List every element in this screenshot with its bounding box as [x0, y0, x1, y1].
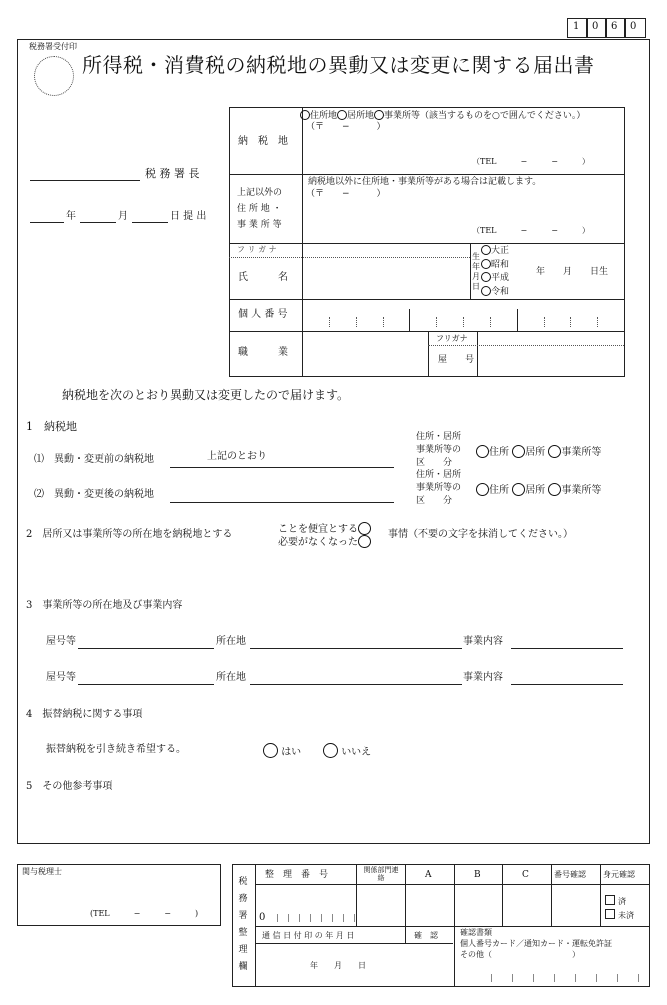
era-heisei[interactable]: 平成: [491, 273, 510, 283]
col-a: A: [425, 870, 432, 880]
era-circle[interactable]: [481, 245, 491, 255]
no-circle[interactable]: [323, 743, 338, 758]
radio-office[interactable]: [548, 483, 561, 496]
address-option-2[interactable]: 居所地: [347, 111, 375, 121]
mynumber-divider: [597, 317, 598, 327]
shop-label: 屋 号: [438, 355, 475, 365]
era-options: [481, 245, 509, 299]
ref-zero: 0: [259, 912, 266, 923]
reason-circle[interactable]: [358, 535, 371, 548]
after-label: ⑵ 異動・変更後の納税地: [34, 489, 154, 500]
opt-residence[interactable]: 住所: [489, 485, 509, 496]
transfer-yes[interactable]: はい: [263, 743, 301, 758]
office-name-line: [30, 180, 140, 181]
address-option-3[interactable]: 事業所等: [384, 111, 421, 121]
comm-date-label: 通 信 日 付 印 の 年 月 日: [262, 931, 355, 940]
category-label: 区 分: [416, 496, 453, 506]
docs-label-3: その他（ ）: [460, 950, 580, 959]
reason-2: 必要がなくなった: [278, 535, 371, 548]
col-c: C: [522, 870, 529, 880]
era-circle[interactable]: [481, 272, 491, 282]
id-done[interactable]: 済: [605, 895, 626, 906]
name-label: 氏 名: [238, 272, 288, 283]
address-label: 納 税 地: [238, 136, 288, 147]
other-address-label: 住 所 地 ・: [237, 204, 282, 214]
id-check-label: 身元確認: [603, 870, 635, 879]
statement: 納税地を次のとおり異動又は変更したので届けます。: [62, 388, 350, 402]
mynumber-divider: [544, 317, 545, 327]
birth-ymd: 年 月 日生: [536, 267, 609, 277]
section2-suffix: 事情（不要の文字を抹消してください。）: [388, 529, 573, 540]
section3-heading: 3 事業所等の所在地及び事業内容: [26, 600, 183, 611]
other-address-label: 事 業 所 等: [237, 220, 282, 230]
other-address-label: 上記以外の: [237, 188, 283, 198]
business-label-2: 事業内容: [463, 672, 503, 683]
chief-label: 税 務 署 長: [145, 167, 200, 180]
form-digit: 0: [630, 21, 637, 32]
ymd-label: 年 月 日: [310, 961, 366, 970]
date-day-label: 日 提 出: [170, 211, 207, 222]
date-year-label: 年: [66, 211, 76, 222]
mynumber-divider: [329, 317, 330, 327]
postal-code-2[interactable]: （〒 − ）: [306, 189, 386, 199]
occupation-label: 職 業: [238, 347, 288, 358]
docs-label-1: 確認書類: [460, 928, 492, 937]
mynumber-divider: [570, 317, 571, 327]
address-instruction: （該当するものを○で囲んでください。）: [420, 111, 586, 121]
section2-label: 2 居所又は事業所等の所在地を納税地とする: [26, 529, 233, 540]
transfer-question: 振替納税を引き続き希望する。: [46, 744, 186, 755]
furigana-label: フ リ ガ ナ: [237, 245, 277, 254]
category-options-after: [476, 483, 601, 496]
radio-residence[interactable]: [476, 483, 489, 496]
location-label-1: 所在地: [216, 636, 246, 647]
stamp-circle: [34, 56, 74, 96]
mynumber-divider: [356, 317, 357, 327]
era-showa[interactable]: 昭和: [491, 259, 510, 270]
tel-field[interactable]: （TEL − − ）: [472, 157, 590, 166]
mynumber-divider: [517, 309, 518, 331]
tel-field-2[interactable]: （TEL − − ）: [472, 226, 590, 235]
form-number: [567, 18, 647, 36]
era-taisho[interactable]: 大正: [491, 246, 510, 256]
form-digit: 0: [592, 21, 599, 32]
reason-1: ことを便宜とする: [278, 522, 371, 535]
stamp-label: 税務署受付印: [29, 42, 77, 51]
address-option-circle[interactable]: [337, 110, 347, 120]
category-label: 住所・居所: [416, 470, 462, 480]
section5-heading: 5 その他参考事項: [26, 781, 113, 792]
page-title: 所得税・消費税の納税地の異動又は変更に関する届出書: [82, 53, 595, 77]
opt-office[interactable]: 事業所等: [561, 485, 602, 496]
page-bottom-frame: [3, 857, 661, 997]
radio-abode[interactable]: [512, 483, 525, 496]
address-option-circle[interactable]: [300, 110, 310, 120]
transfer-no[interactable]: いいえ: [323, 743, 371, 758]
furigana-small-label: フリガナ: [436, 334, 468, 343]
before-value[interactable]: 上記のとおり: [207, 451, 267, 462]
opt-abode[interactable]: 居所: [525, 447, 546, 458]
era-circle[interactable]: [481, 259, 491, 269]
location-label-2: 所在地: [216, 672, 246, 683]
dept-label: 関係部門連絡: [363, 866, 399, 882]
mynumber-label: 個 人 番 号: [238, 309, 288, 320]
address-options: [300, 110, 585, 121]
category-options-before: [476, 445, 601, 458]
tax-accountant-tel[interactable]: (TEL − − ): [90, 909, 199, 918]
mynumber-divider: [463, 317, 464, 327]
era-circle[interactable]: [481, 286, 491, 296]
office-side-label: 税 務 署 整 理 欄: [238, 877, 248, 972]
ref-no-label: 整 理 番 号: [265, 870, 329, 880]
opt-residence[interactable]: 住所: [489, 447, 509, 458]
mynumber-divider: [436, 317, 437, 327]
mynumber-divider: [490, 317, 491, 327]
confirm-label: 確 認: [414, 931, 438, 940]
reason-circle[interactable]: [358, 522, 371, 535]
mynumber-divider: [409, 309, 410, 331]
other-address-note: 納税地以外に住所地・事業所等がある場合は記載します。: [308, 177, 542, 187]
date-month-label: 月: [118, 211, 128, 222]
category-label: 区 分: [416, 458, 453, 468]
radio-abode[interactable]: [512, 445, 525, 458]
shop-label-1: 屋号等: [46, 636, 76, 647]
business-label-1: 事業内容: [463, 636, 503, 647]
section1-heading: 1 納税地: [26, 420, 77, 433]
tax-accountant-label: 関与税理士: [22, 867, 62, 876]
category-label: 事業所等の: [416, 483, 462, 493]
yes-circle[interactable]: [263, 743, 278, 758]
shop-label-2: 屋号等: [46, 672, 76, 683]
postal-code[interactable]: （〒 − ）: [306, 122, 386, 132]
category-label: 住所・居所: [416, 432, 462, 442]
form-digit: 6: [611, 21, 618, 32]
id-not-done[interactable]: 未済: [605, 909, 634, 920]
before-label: ⑴ 異動・変更前の納税地: [34, 454, 154, 465]
radio-residence[interactable]: [476, 445, 489, 458]
taxpayer-table: [229, 107, 625, 377]
opt-office[interactable]: 事業所等: [561, 447, 602, 458]
num-check-label: 番号確認: [554, 870, 586, 879]
form-digit: 1: [573, 21, 580, 32]
birth-label: 生年月日: [472, 252, 480, 291]
era-reiwa[interactable]: 令和: [491, 286, 510, 297]
docs-label-2: 個人番号カード／通知カード・運転免許証: [460, 939, 612, 948]
address-option-circle[interactable]: [374, 110, 384, 120]
category-label: 事業所等の: [416, 445, 462, 455]
section4-heading: 4 振替納税に関する事項: [26, 709, 143, 720]
mynumber-divider: [383, 317, 384, 327]
address-option-1[interactable]: 住所地: [310, 111, 338, 121]
mynumber-boxes[interactable]: [302, 299, 624, 331]
radio-office[interactable]: [548, 445, 561, 458]
col-b: B: [474, 870, 481, 880]
opt-abode[interactable]: 居所: [525, 485, 546, 496]
